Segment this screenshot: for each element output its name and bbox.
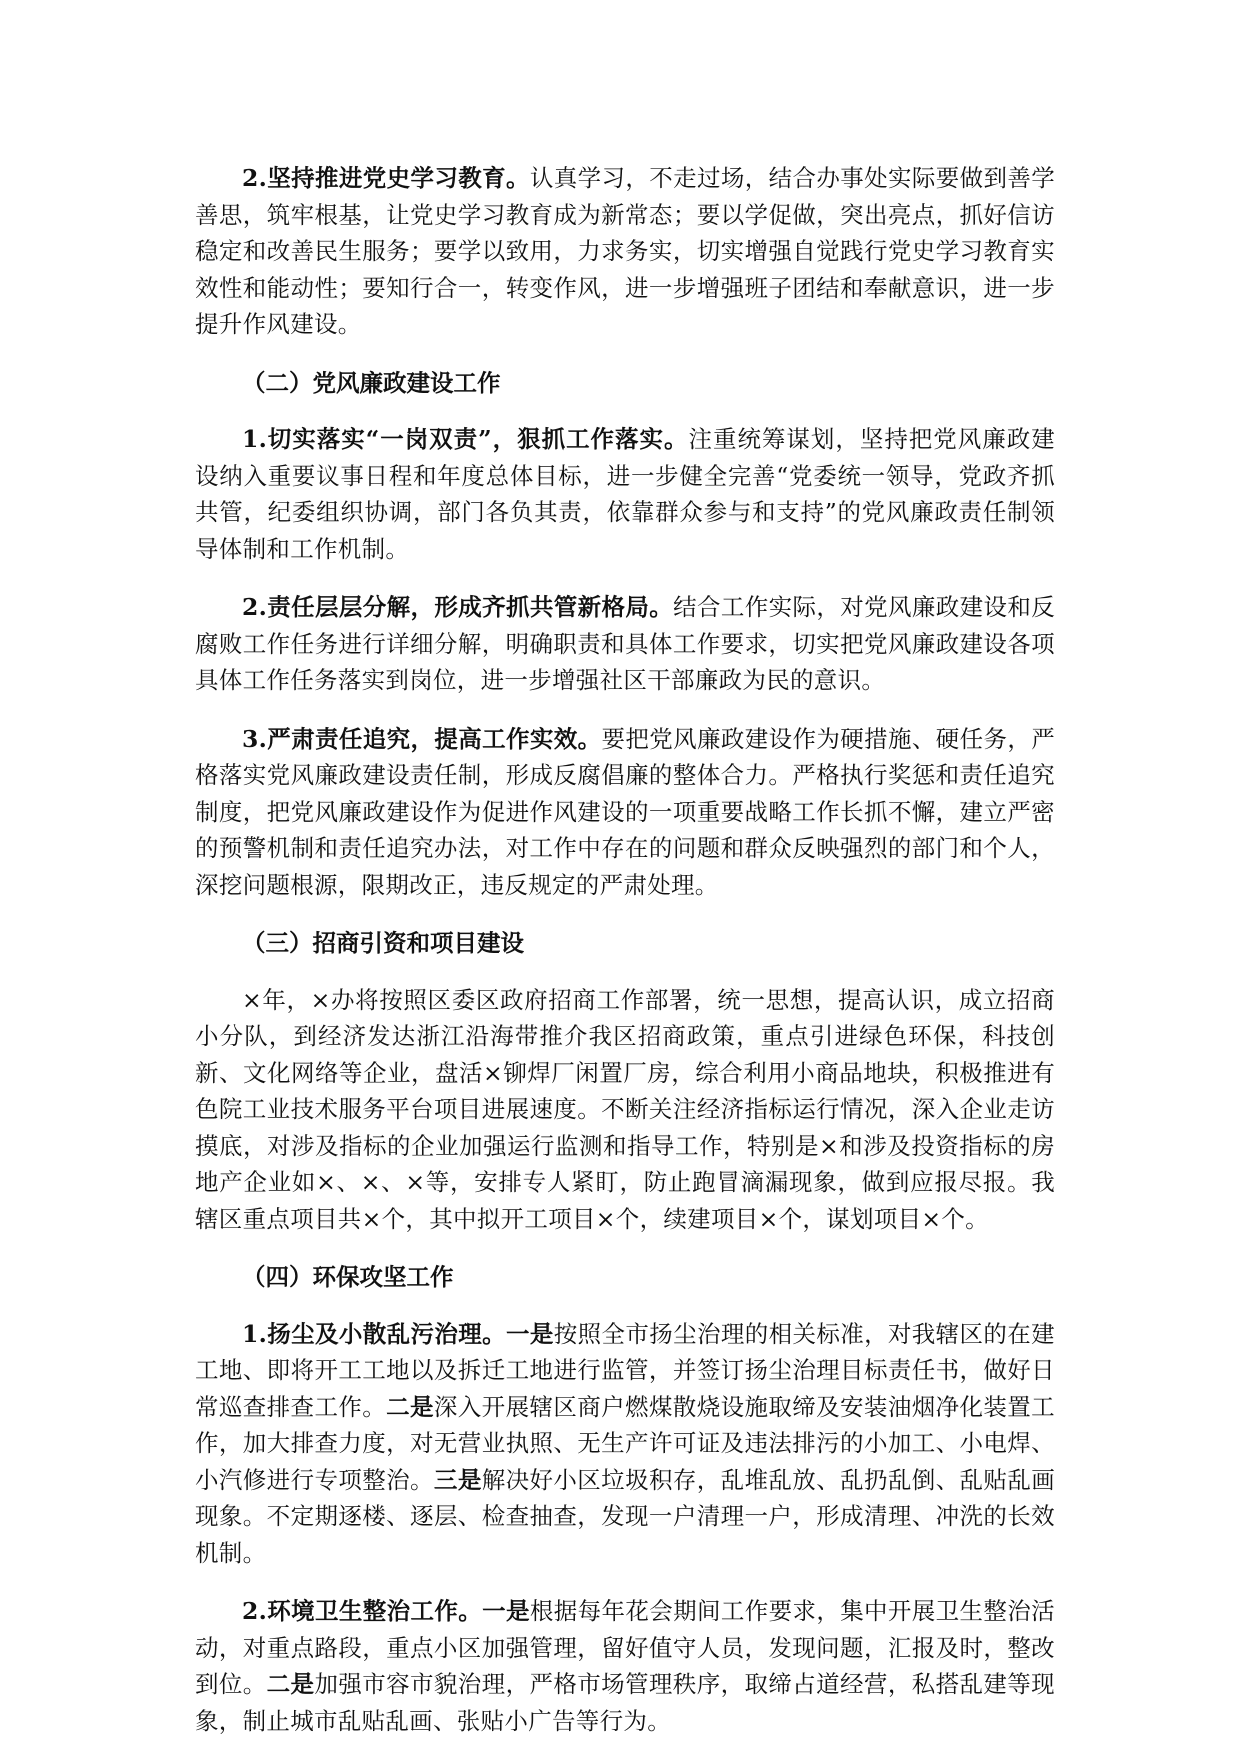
- point-label-first: 一是: [482, 1597, 530, 1625]
- paragraph-body: 深入开展辖区商户燃煤散烧设施取缔及安装油烟净化装置工作，加大排查力度，对无营业执照、无生产许可证及违法排污的小加工、小电焊、小汽修进行专项整治。: [195, 1392, 1055, 1494]
- point-label-first: 一是: [505, 1319, 554, 1348]
- paragraph-body: 按照全市扬尘治理的相关标准，对我辖区的在建工地、即将开工工地以及拆迁工地进行监管，并签订扬尘治理目标责任书，做好日常巡查排查工作。: [195, 1319, 1055, 1421]
- point-label-second: 二是: [386, 1392, 434, 1421]
- paragraph-lead: 1.扬尘及小散乱污治理。: [242, 1319, 506, 1348]
- paragraph-body: 要把党风廉政建设作为硬措施、硬任务，严格落实党风廉政建设责任制，形成反腐倡廉的整体合力。严格执行奖惩和责任追究制度，把党风廉政建设作为促进作风建设的一项重要战略工作长抓不懈，建立严密的预警机制和责任追究办法，对工作中存在的问题和群众反映强烈的部门和个人，深挖问题根源，限期改正，违反规定的严肃处理。: [195, 724, 1055, 899]
- point-label-second: 二是: [266, 1670, 315, 1698]
- paragraph-lead: 1.切实落实“一岗双责”，狠抓工作落实。: [242, 425, 689, 453]
- paragraph-lead: 2.环境卫生整治工作。: [242, 1597, 483, 1625]
- paragraph-body: 根据每年花会期间工作要求，集中开展卫生整治活动，对重点路段，重点小区加强管理，留好值守人员，发现问题，汇报及时，整改到位。: [195, 1597, 1055, 1698]
- section-heading-investment: （三）招商引资和项目建设: [242, 929, 524, 957]
- paragraph-sanitation: [195, 1593, 1055, 1739]
- section-heading-environment: （四）环保攻坚工作: [242, 1263, 454, 1291]
- paragraph-body: 加强市容市貌治理，严格市场管理秩序，取缔占道经营，私搭乱建等现象，制止城市乱贴乱画、张贴小广告等行为。: [195, 1670, 1055, 1735]
- paragraph-body: 注重统筹谋划，坚持把党风廉政建设纳入重要议事日程和年度总体目标，进一步健全完善“党委统一领导，党政齐抓共管，纪委组织协调，部门各负其责，依靠群众参与和支持”的党风廉政责任制领导体制和工作机制。: [195, 425, 1055, 563]
- paragraph-body: 认真学习，不走过场，结合办事处实际要做到善学善思，筑牢根基，让党史学习教育成为新常态；要以学促做，突出亮点，抓好信访稳定和改善民生服务；要学以致用，力求务实，切实增强自觉践行党史学习教育实效性和能动性；要知行合一，转变作风，进一步增强班子团结和奉献意识，进一步提升作风建设。: [195, 164, 1055, 338]
- paragraph-lead: 2.坚持推进党史学习教育。: [242, 164, 530, 192]
- point-label-third: 三是: [433, 1465, 482, 1494]
- paragraph-lead: 2.责任层层分解，形成齐抓共管新格局。: [242, 593, 674, 621]
- paragraph-body: 解决好小区垃圾积存，乱堆乱放、乱扔乱倒、乱贴乱画现象。不定期逐楼、逐层、检查抽查，发现一户清理一户，形成清理、冲洗的长效机制。: [195, 1465, 1056, 1567]
- paragraph-dust-control: [195, 1316, 1055, 1572]
- paragraph-body: ×年，×办将按照区委区政府招商工作部署，统一思想，提高认识，成立招商小分队，到经济发达浙江沿海带推介我区招商政策，重点引进绿色环保，科技创新、文化网络等企业，盘活×铆焊厂闲置厂房，综合利用小商品地块，积极推进有色院工业技术服务平台项目进展速度。不断关注经济指标运行情况，深入企业走访摸底，对涉及指标的企业加强运行监测和指导工作，特别是×和涉及投资指标的房地产企业如×、×、×等，安排专人紧盯，防止跑冒滴漏现象，做到应报尽报。我辖区重点项目共×个，其中拟开工项目×个，续建项目×个，谋划项目×个。: [195, 985, 1055, 1233]
- paragraph-lead: 3.严肃责任追究，提高工作实效。: [242, 724, 602, 753]
- paragraph-accountability: [195, 721, 1055, 904]
- paragraph-dual-responsibility: [195, 421, 1055, 567]
- paragraph-party-history-education: [195, 160, 1055, 343]
- paragraph-responsibility-breakdown: [195, 589, 1055, 699]
- paragraph-investment-projects: [195, 982, 1055, 1238]
- section-heading-party-integrity: （二）党风廉政建设工作: [242, 368, 501, 397]
- paragraph-body: 结合工作实际，对党风廉政建设和反腐败工作任务进行详细分解，明确职责和具体工作要求，切实把党风廉政建设各项具体工作任务落实到岗位，进一步增强社区干部廉政为民的意识。: [195, 593, 1055, 694]
- document-page: [195, 160, 1055, 1761]
